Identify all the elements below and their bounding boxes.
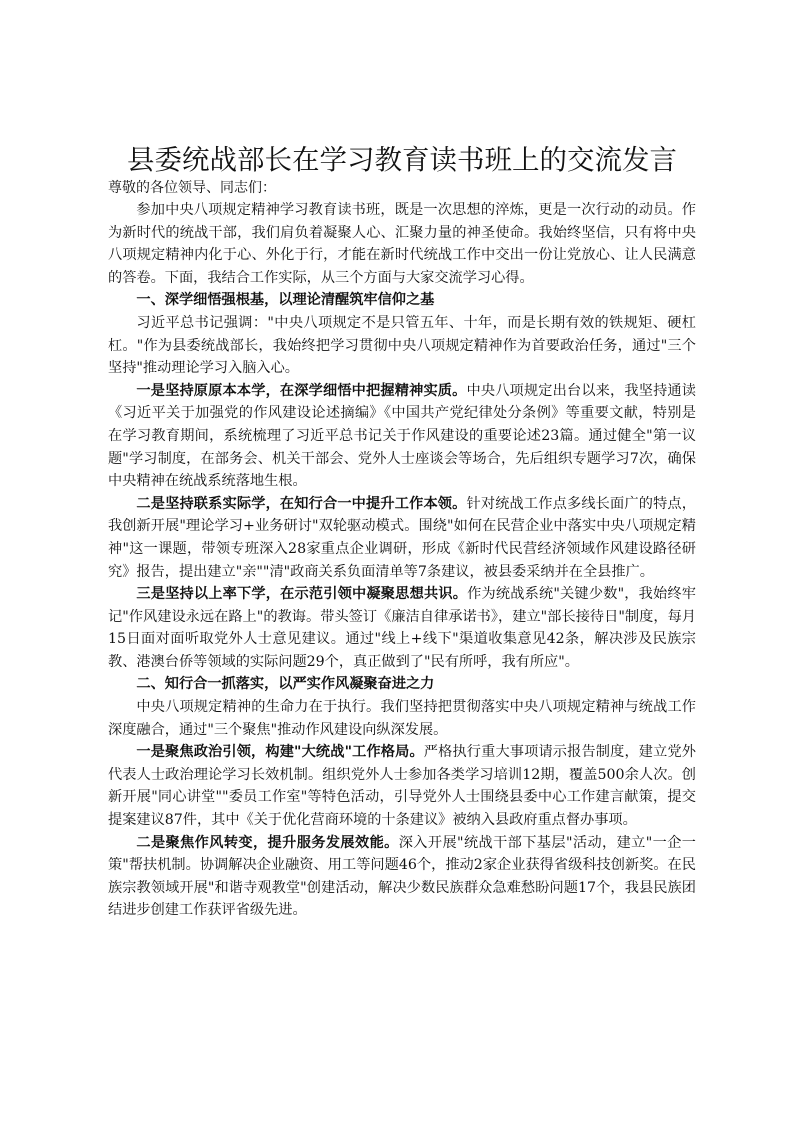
salutation: 尊敬的各位领导、同志们：: [108, 180, 276, 196]
section-2-heading: 二、知行合一抓落实，以严实作风凝聚奋进之力: [136, 676, 435, 693]
item-lead: 一是坚持原原本本学，在深学细悟中把握精神实质。: [136, 382, 467, 399]
section-1-heading: 一、深学细悟强根基，以理论清醒筑牢信仰之基: [136, 292, 435, 309]
section-1-item-3: [108, 583, 696, 673]
intro-paragraph: 参加中央八项规定精神学习教育读书班，既是一次思想的淬炼，更是一次行动的动员。作为新时代的统战干部，我们肩负着凝聚人心、汇聚力量的神圣使命。我始终坚信，只有将中央八项规定精神内化于心、外化于行，才能在新时代统战工作中交出一份让党放心、让人民满意的答卷。下面，我结合工作实际，从三个方面与大家交流学习心得。: [108, 202, 696, 286]
item-lead: 三是坚持以上率下学，在示范引领中凝聚思想共识。: [136, 586, 468, 603]
section-1-item-2: [108, 493, 696, 583]
section-1-body: 习近平总书记强调："中央八项规定不是只管五年、十年，而是长期有效的铁规矩、硬杠杠。"作为县委统战部长，我始终把学习贯彻中央八项规定精神作为首要政治任务，通过"三个坚持"推动理论学习入脑入心。: [108, 314, 696, 377]
document-page: [108, 140, 696, 922]
section-2-item-1: [108, 741, 696, 831]
item-text: 作为统战系统"关键少数"，我始终牢记"作风建设永远在路上"的教诲。带头签订《廉洁自律承诺书》，建立"部长接待日"制度，每月15日面对面听取党外人士意见建议。通过"线上+线下"渠道收集意见42条，解决涉及民族宗教、港澳台侨等领域的实际问题29个，真正做到了"民有所呼，我有所应"。: [108, 586, 696, 670]
item-lead: 二是聚焦作风转变，提升服务发展效能。: [136, 834, 399, 851]
item-text: 中央八项规定出台以来，我坚持通读《习近平关于加强党的作风建设论述摘编》《中国共产党纪律处分条例》等重要文献，特别是在学习教育期间，系统梳理了习近平总书记关于作风建设的重要论述23篇。通过健全"第一议题"学习制度，在部务会、机关干部会、党外人士座谈会等场合，先后组织专题学习7次，确保中央精神在统战系统落地生根。: [108, 382, 696, 490]
item-text: 深入开展"统战干部下基层"活动，建立"一企一策"帮扶机制。协调解决企业融资、用工等问题46个，推动2家企业获得省级科技创新奖。在民族宗教领域开展"和谐寺观教堂"创建活动，解决少数民族群众急难愁盼问题17个，我县民族团结进步创建工作获评省级先进。: [108, 834, 696, 919]
section-2-item-2: [108, 832, 696, 922]
item-text: 严格执行重大事项请示报告制度，建立党外代表人士政治理论学习长效机制。组织党外人士参加各类学习培训12期，覆盖500余人次。创新开展"同心讲堂""委员工作室"等特色活动，引导党外人士围绕县委中心工作建言献策，提交提案建议87件，其中《关于优化营商环境的十条建议》被纳入县政府重点督办事项。: [108, 744, 696, 829]
section-1-item-1: [108, 380, 696, 493]
item-text: 针对统战工作点多线长面广的特点，我创新开展"理论学习+业务研讨"双轮驱动模式。围绕"如何在民营企业中落实中央八项规定精神"这一课题，带领专班深入28家重点企业调研，形成《新时代民营经济领域作风建设路径研究》报告，提出建立"亲""清"政商关系负面清单等7条建议，被县委采纳并在全县推广。: [108, 495, 696, 580]
item-lead: 二是坚持联系实际学，在知行合一中提升工作本领。: [136, 495, 467, 512]
document-title: 县委统战部长在学习教育读书班上的交流发言: [127, 144, 677, 176]
item-lead: 一是聚焦政治引领，构建"大统战"工作格局。: [136, 744, 424, 761]
section-2-body: 中央八项规定精神的生命力在于执行。我们坚持把贯彻落实中央八项规定精神与统战工作深度融合，通过"三个聚焦"推动作风建设向纵深发展。: [108, 699, 696, 738]
